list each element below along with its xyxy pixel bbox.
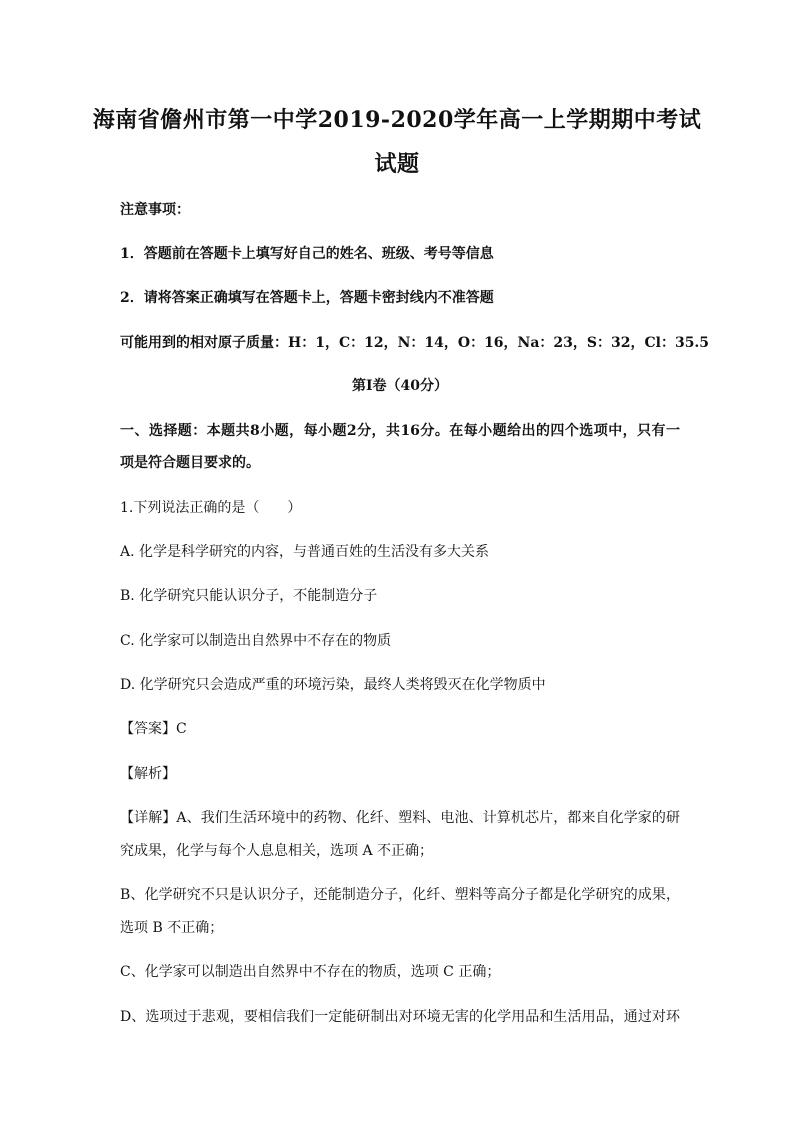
question-option-a: A. 化学是科学研究的内容，与普通百姓的生活没有多大关系 xyxy=(120,544,490,560)
answer-label: 【答案】C xyxy=(120,721,187,737)
analysis-heading: 【解析】 xyxy=(120,766,176,782)
notice-heading: 注意事项： xyxy=(120,202,190,218)
analysis-detail-line5: C、化学家可以制造出自然界中不存在的物质，选项 C 正确； xyxy=(120,964,501,980)
section-heading-line1: 一、选择题：本题共8小题，每小题2分，共16分。在每小题给出的四个选项中，只有一 xyxy=(120,423,680,439)
section-heading-line2: 项是符合题目要求的。 xyxy=(120,455,260,471)
analysis-detail-line1: 【详解】A、我们生活环境中的药物、化纤、塑料、电池、计算机芯片，都来自化学家的研 xyxy=(120,810,680,826)
notice-item-1: 1．答题前在答题卡上填写好自己的姓名、班级、考号等信息 xyxy=(120,246,494,262)
notice-item-2: 2．请将答案正确填写在答题卡上，答题卡密封线内不准答题 xyxy=(120,290,494,306)
atomic-masses: 可能用到的相对原子质量：H：1，C：12，N：14，O：16，Na：23，S：32，Cl：35.5 xyxy=(120,335,710,351)
volume-heading: 第Ⅰ卷（40分） xyxy=(351,378,449,394)
analysis-detail-line4: 选项 B 不正确； xyxy=(120,920,224,936)
analysis-detail-line2: 究成果，化学与每个人息息相关，选项 A 不正确； xyxy=(120,843,434,859)
question-option-b: B. 化学研究只能认识分子，不能制造分子 xyxy=(120,588,378,604)
document-title-line2: 试题 xyxy=(374,151,420,177)
analysis-detail-line3: B、化学研究不只是认识分子，还能制造分子，化纤、塑料等高分子都是化学研究的成果， xyxy=(120,887,680,903)
question-option-c: C. 化学家可以制造出自然界中不存在的物质 xyxy=(120,633,392,649)
question-option-d: D. 化学研究只会造成严重的环境污染，最终人类将毁灭在化学物质中 xyxy=(120,677,546,693)
analysis-detail-line6: D、选项过于悲观，要相信我们一定能研制出对环境无害的化学用品和生活用品，通过对环 xyxy=(120,1009,680,1025)
document-title-line1: 海南省儋州市第一中学2019-2020学年高一上学期期中考试 xyxy=(92,107,702,133)
question-stem: 1.下列说法正确的是（ ） xyxy=(120,500,302,516)
